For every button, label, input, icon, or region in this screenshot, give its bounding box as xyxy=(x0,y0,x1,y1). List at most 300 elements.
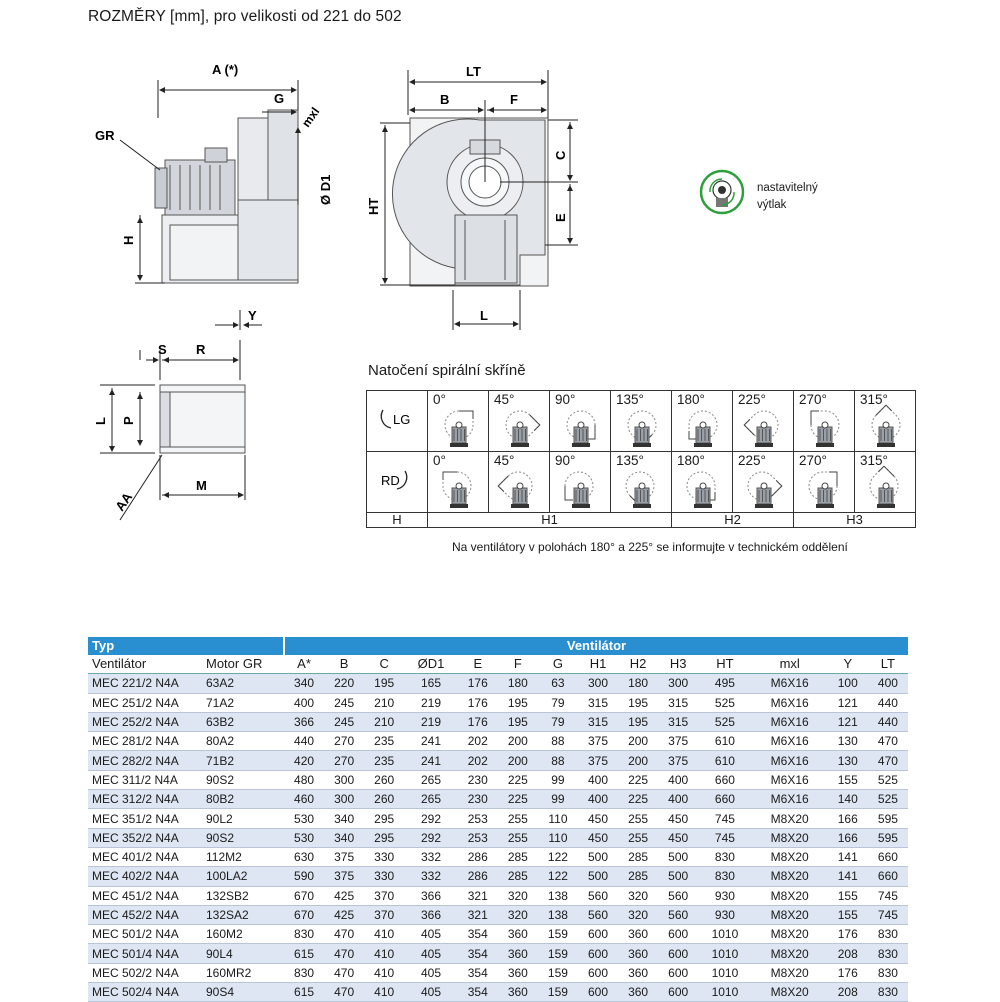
table-cell: MEC 282/2 N4A xyxy=(88,751,200,770)
table-cell: 425 xyxy=(324,886,364,905)
table-cell: 410 xyxy=(364,925,404,944)
table-cell: 405 xyxy=(404,983,458,1002)
label-s: S xyxy=(158,342,167,357)
rotation-table xyxy=(366,390,916,528)
h1-cell: H1 xyxy=(428,513,672,528)
table-cell: 375 xyxy=(578,751,618,770)
lg-cell-315 xyxy=(855,391,916,452)
table-cell: 88 xyxy=(538,751,578,770)
table-cell: 670 xyxy=(284,886,324,905)
table-cell: MEC 251/2 N4A xyxy=(88,693,200,712)
table-cell: 166 xyxy=(828,828,868,847)
column-header: C xyxy=(364,655,404,674)
table-cell: 255 xyxy=(498,828,538,847)
rd-angle-90: 90° xyxy=(555,453,576,468)
rd-angle-225: 225° xyxy=(738,453,766,468)
table-cell: 470 xyxy=(324,983,364,1002)
table-cell: 340 xyxy=(324,809,364,828)
column-header: LT xyxy=(868,655,908,674)
table-cell: 159 xyxy=(538,925,578,944)
rd-angle-0: 0° xyxy=(433,453,446,468)
rotation-row-rd xyxy=(367,452,916,513)
table-cell: 340 xyxy=(324,828,364,847)
h2-cell: H2 xyxy=(672,513,794,528)
table-cell: 595 xyxy=(868,809,908,828)
table-cell: 610 xyxy=(698,751,751,770)
rotation-row-h xyxy=(367,513,916,528)
table-row xyxy=(88,828,908,847)
table-row xyxy=(88,925,908,944)
table-cell: 99 xyxy=(538,770,578,789)
table-cell: 202 xyxy=(458,732,498,751)
table-cell: 660 xyxy=(868,847,908,866)
table-cell: 155 xyxy=(828,770,868,789)
table-cell: 320 xyxy=(498,886,538,905)
table-cell: MEC 401/2 N4A xyxy=(88,847,200,866)
table-cell: 141 xyxy=(828,847,868,866)
table-cell: 265 xyxy=(404,790,458,809)
table-cell: 332 xyxy=(404,847,458,866)
table-cell: 1010 xyxy=(698,925,751,944)
lg-cell-45 xyxy=(489,391,550,452)
table-cell: 830 xyxy=(698,867,751,886)
table-cell: MEC 352/2 N4A xyxy=(88,828,200,847)
table-row xyxy=(88,732,908,751)
table-cell: 405 xyxy=(404,925,458,944)
table-row xyxy=(88,809,908,828)
table-cell: 830 xyxy=(868,925,908,944)
table-group-header xyxy=(88,637,908,655)
table-cell: MEC 312/2 N4A xyxy=(88,790,200,809)
table-row xyxy=(88,693,908,712)
table-cell: 286 xyxy=(458,867,498,886)
table-cell: 660 xyxy=(868,867,908,886)
table-column-header xyxy=(88,655,908,674)
table-cell: 176 xyxy=(458,712,498,731)
rd-cell-315 xyxy=(855,452,916,513)
table-cell: 470 xyxy=(324,963,364,982)
table-cell: 321 xyxy=(458,905,498,924)
table-cell: 400 xyxy=(578,770,618,789)
table-cell: 525 xyxy=(868,770,908,789)
table-cell: 90S4 xyxy=(200,983,284,1002)
table-row xyxy=(88,751,908,770)
label-f: F xyxy=(510,92,518,107)
table-cell: 255 xyxy=(498,809,538,828)
table-cell: M8X20 xyxy=(752,925,828,944)
table-cell: 470 xyxy=(868,751,908,770)
label-m: M xyxy=(196,478,207,493)
table-cell: M8X20 xyxy=(752,963,828,982)
table-cell: 176 xyxy=(458,693,498,712)
table-cell: 285 xyxy=(618,847,658,866)
table-cell: 225 xyxy=(618,770,658,789)
column-header: H2 xyxy=(618,655,658,674)
column-header: H3 xyxy=(658,655,698,674)
table-cell: 241 xyxy=(404,751,458,770)
table-cell: 260 xyxy=(364,790,404,809)
fan-position-icon xyxy=(855,452,915,512)
table-cell: 360 xyxy=(618,963,658,982)
lg-angle-315: 315° xyxy=(860,392,888,407)
group-ventilator: Ventilátor xyxy=(284,637,908,655)
column-header: H1 xyxy=(578,655,618,674)
table-cell: 253 xyxy=(458,809,498,828)
table-cell: 440 xyxy=(868,712,908,731)
table-cell: 130 xyxy=(828,751,868,770)
table-cell: 219 xyxy=(404,712,458,731)
table-cell: 315 xyxy=(658,712,698,731)
table-cell: 90L4 xyxy=(200,944,284,963)
table-cell: 110 xyxy=(538,828,578,847)
lg-angle-135: 135° xyxy=(616,392,644,407)
table-cell: 354 xyxy=(458,944,498,963)
table-cell: 90S2 xyxy=(200,828,284,847)
table-cell: 121 xyxy=(828,693,868,712)
table-cell: 285 xyxy=(618,867,658,886)
table-cell: 122 xyxy=(538,847,578,866)
table-cell: 160M2 xyxy=(200,925,284,944)
table-cell: 340 xyxy=(284,674,324,693)
table-cell: 450 xyxy=(658,828,698,847)
table-cell: M8X20 xyxy=(752,905,828,924)
table-cell: 830 xyxy=(868,983,908,1002)
table-cell: 315 xyxy=(658,693,698,712)
table-cell: 180 xyxy=(618,674,658,693)
table-cell: 600 xyxy=(658,925,698,944)
h3-cell: H3 xyxy=(794,513,916,528)
fan-position-icon xyxy=(489,452,549,512)
column-header: F xyxy=(498,655,538,674)
table-cell: 245 xyxy=(324,693,364,712)
table-cell: 495 xyxy=(698,674,751,693)
table-cell: 210 xyxy=(364,712,404,731)
table-cell: 121 xyxy=(828,712,868,731)
table-cell: 420 xyxy=(284,751,324,770)
table-cell: 360 xyxy=(498,963,538,982)
table-cell: 285 xyxy=(498,867,538,886)
table-cell: 400 xyxy=(284,693,324,712)
table-cell: 375 xyxy=(324,867,364,886)
table-cell: 71A2 xyxy=(200,693,284,712)
table-cell: 830 xyxy=(868,944,908,963)
table-cell: 63B2 xyxy=(200,712,284,731)
rd-angle-135: 135° xyxy=(616,453,644,468)
fan-position-icon xyxy=(794,452,854,512)
label-l-side: L xyxy=(93,417,108,425)
table-cell: 405 xyxy=(404,963,458,982)
table-cell: 295 xyxy=(364,809,404,828)
table-cell: 270 xyxy=(324,732,364,751)
label-g: G xyxy=(274,91,285,106)
table-cell: 600 xyxy=(658,944,698,963)
table-cell: 370 xyxy=(364,905,404,924)
column-header: Y xyxy=(828,655,868,674)
fan-position-icon xyxy=(550,452,610,512)
table-cell: 560 xyxy=(658,886,698,905)
table-cell: 166 xyxy=(828,809,868,828)
table-cell: 630 xyxy=(284,847,324,866)
table-cell: 292 xyxy=(404,809,458,828)
table-cell: 195 xyxy=(618,712,658,731)
table-cell: 330 xyxy=(364,847,404,866)
rd-label-cell xyxy=(367,452,428,513)
table-cell: 99 xyxy=(538,790,578,809)
table-cell: 80B2 xyxy=(200,790,284,809)
table-cell: M8X20 xyxy=(752,886,828,905)
rd-label: RD xyxy=(381,472,400,488)
rd-cell-0 xyxy=(428,452,489,513)
table-cell: 160MR2 xyxy=(200,963,284,982)
table-cell: 366 xyxy=(284,712,324,731)
table-row xyxy=(88,770,908,789)
table-cell: 270 xyxy=(324,751,364,770)
table-cell: 590 xyxy=(284,867,324,886)
front-view-drawing xyxy=(392,118,548,286)
table-cell: 525 xyxy=(698,712,751,731)
table-cell: MEC 281/2 N4A xyxy=(88,732,200,751)
table-cell: M6X16 xyxy=(752,712,828,731)
table-cell: 745 xyxy=(868,886,908,905)
table-cell: 450 xyxy=(658,809,698,828)
lg-cell-90 xyxy=(550,391,611,452)
table-cell: 830 xyxy=(284,963,324,982)
table-cell: 225 xyxy=(498,790,538,809)
label-b: B xyxy=(440,92,450,107)
table-cell: M6X16 xyxy=(752,770,828,789)
column-header: E xyxy=(458,655,498,674)
table-cell: 370 xyxy=(364,886,404,905)
rd-angle-270: 270° xyxy=(799,453,827,468)
table-cell: 320 xyxy=(618,886,658,905)
table-cell: 600 xyxy=(658,983,698,1002)
label-lt: LT xyxy=(466,64,481,79)
lg-angle-180: 180° xyxy=(677,392,705,407)
table-cell: 253 xyxy=(458,828,498,847)
table-cell: 159 xyxy=(538,944,578,963)
table-cell: 285 xyxy=(498,847,538,866)
table-cell: 1010 xyxy=(698,963,751,982)
table-cell: 375 xyxy=(324,847,364,866)
table-cell: 122 xyxy=(538,867,578,886)
lg-label: LG xyxy=(393,411,411,427)
rd-angle-180: 180° xyxy=(677,453,705,468)
table-cell: 202 xyxy=(458,751,498,770)
table-cell: 360 xyxy=(498,925,538,944)
table-cell: 400 xyxy=(658,770,698,789)
table-cell: 500 xyxy=(658,867,698,886)
column-header: B xyxy=(324,655,364,674)
table-cell: 480 xyxy=(284,770,324,789)
table-cell: 610 xyxy=(698,732,751,751)
table-cell: MEC 351/2 N4A xyxy=(88,809,200,828)
table-cell: 79 xyxy=(538,712,578,731)
table-cell: 180 xyxy=(498,674,538,693)
fan-position-icon xyxy=(611,391,671,451)
fan-position-icon xyxy=(855,391,915,451)
table-cell: 90S2 xyxy=(200,770,284,789)
outlet-view-drawing xyxy=(160,385,245,453)
table-cell: 660 xyxy=(698,790,751,809)
table-cell: 235 xyxy=(364,751,404,770)
lg-label-cell xyxy=(367,391,428,452)
table-cell: 470 xyxy=(324,944,364,963)
label-d1: Ø D1 xyxy=(318,174,333,205)
label-h: H xyxy=(121,235,136,245)
table-cell: 286 xyxy=(458,847,498,866)
fan-position-icon xyxy=(733,452,793,512)
table-cell: 300 xyxy=(578,674,618,693)
table-cell: 80A2 xyxy=(200,732,284,751)
table-row xyxy=(88,944,908,963)
table-cell: 470 xyxy=(868,732,908,751)
table-cell: 595 xyxy=(868,828,908,847)
fan-position-icon xyxy=(611,452,671,512)
side-view-drawing xyxy=(155,110,298,283)
table-cell: 195 xyxy=(364,674,404,693)
table-cell: 600 xyxy=(658,963,698,982)
fan-position-icon xyxy=(428,391,488,451)
table-cell: MEC 402/2 N4A xyxy=(88,867,200,886)
table-cell: 745 xyxy=(698,809,751,828)
table-cell: 300 xyxy=(324,790,364,809)
table-cell: 330 xyxy=(364,867,404,886)
table-cell: 500 xyxy=(578,847,618,866)
table-cell: 450 xyxy=(578,828,618,847)
table-cell: 255 xyxy=(618,828,658,847)
table-cell: 405 xyxy=(404,944,458,963)
table-cell: 195 xyxy=(498,693,538,712)
table-cell: MEC 252/2 N4A xyxy=(88,712,200,731)
table-cell: MEC 451/2 N4A xyxy=(88,886,200,905)
table-cell: M8X20 xyxy=(752,809,828,828)
table-cell: 200 xyxy=(618,751,658,770)
table-cell: 440 xyxy=(868,693,908,712)
table-cell: 100LA2 xyxy=(200,867,284,886)
table-cell: 400 xyxy=(578,790,618,809)
column-header: Motor GR xyxy=(200,655,284,674)
table-cell: 176 xyxy=(458,674,498,693)
table-cell: 360 xyxy=(498,944,538,963)
table-cell: 159 xyxy=(538,983,578,1002)
table-cell: 560 xyxy=(578,905,618,924)
table-cell: 400 xyxy=(868,674,908,693)
table-cell: M6X16 xyxy=(752,674,828,693)
rd-cell-90 xyxy=(550,452,611,513)
label-a: A (*) xyxy=(212,62,239,77)
lg-angle-45: 45° xyxy=(494,392,515,407)
table-cell: 200 xyxy=(498,732,538,751)
table-cell: 79 xyxy=(538,693,578,712)
table-row xyxy=(88,712,908,731)
table-cell: 219 xyxy=(404,693,458,712)
label-aa: AA xyxy=(112,489,136,514)
adjustable-outlet-label xyxy=(757,180,818,214)
table-body xyxy=(88,674,908,1002)
rd-cell-135 xyxy=(611,452,672,513)
table-cell: 530 xyxy=(284,809,324,828)
table-cell: 300 xyxy=(324,770,364,789)
rotation-row-lg xyxy=(367,391,916,452)
fan-position-icon xyxy=(428,452,488,512)
lg-cell-225 xyxy=(733,391,794,452)
table-cell: 110 xyxy=(538,809,578,828)
rd-angle-315: 315° xyxy=(860,453,888,468)
table-cell: 155 xyxy=(828,905,868,924)
table-cell: 112M2 xyxy=(200,847,284,866)
table-cell: MEC 502/4 N4A xyxy=(88,983,200,1002)
table-cell: 225 xyxy=(618,790,658,809)
lg-cell-270 xyxy=(794,391,855,452)
table-row xyxy=(88,905,908,924)
table-cell: 560 xyxy=(578,886,618,905)
table-cell: M8X20 xyxy=(752,983,828,1002)
table-cell: 292 xyxy=(404,828,458,847)
table-cell: 930 xyxy=(698,905,751,924)
table-cell: 208 xyxy=(828,944,868,963)
table-cell: 360 xyxy=(618,925,658,944)
fan-position-icon xyxy=(489,391,549,451)
table-cell: 90L2 xyxy=(200,809,284,828)
table-cell: 930 xyxy=(698,886,751,905)
lg-cell-180 xyxy=(672,391,733,452)
table-cell: MEC 221/2 N4A xyxy=(88,674,200,693)
rd-cell-270 xyxy=(794,452,855,513)
h-cell: H xyxy=(367,513,428,528)
table-cell: 195 xyxy=(618,693,658,712)
table-cell: 165 xyxy=(404,674,458,693)
column-header: HT xyxy=(698,655,751,674)
rotation-note: Na ventilátory v polohách 180° a 225° se informujte v technickém oddělení xyxy=(452,540,848,554)
table-cell: M8X20 xyxy=(752,867,828,886)
lg-direction-icon xyxy=(377,404,417,434)
label-p: P xyxy=(121,416,136,425)
table-cell: 660 xyxy=(698,770,751,789)
table-cell: 100 xyxy=(828,674,868,693)
label-l-front: L xyxy=(480,308,488,323)
table-cell: 745 xyxy=(698,828,751,847)
table-cell: 71B2 xyxy=(200,751,284,770)
table-cell: 140 xyxy=(828,790,868,809)
table-row xyxy=(88,963,908,982)
lg-angle-0: 0° xyxy=(433,392,446,407)
table-cell: 88 xyxy=(538,732,578,751)
table-cell: 155 xyxy=(828,886,868,905)
adjustable-line1: nastavitelný xyxy=(757,182,818,194)
label-c: C xyxy=(553,150,568,160)
table-cell: 1010 xyxy=(698,944,751,963)
table-cell: 210 xyxy=(364,693,404,712)
table-cell: 241 xyxy=(404,732,458,751)
table-cell: 1010 xyxy=(698,983,751,1002)
table-cell: 830 xyxy=(868,963,908,982)
table-cell: 410 xyxy=(364,983,404,1002)
table-cell: 615 xyxy=(284,944,324,963)
table-cell: 63A2 xyxy=(200,674,284,693)
table-cell: 530 xyxy=(284,828,324,847)
table-cell: 159 xyxy=(538,963,578,982)
table-cell: 138 xyxy=(538,905,578,924)
table-cell: 230 xyxy=(458,790,498,809)
table-cell: 320 xyxy=(618,905,658,924)
adjustable-line2: výtlak xyxy=(757,199,787,211)
table-cell: M6X16 xyxy=(752,751,828,770)
table-cell: 176 xyxy=(828,925,868,944)
table-cell: 230 xyxy=(458,770,498,789)
table-cell: M8X20 xyxy=(752,944,828,963)
rd-cell-225 xyxy=(733,452,794,513)
table-cell: 195 xyxy=(498,712,538,731)
